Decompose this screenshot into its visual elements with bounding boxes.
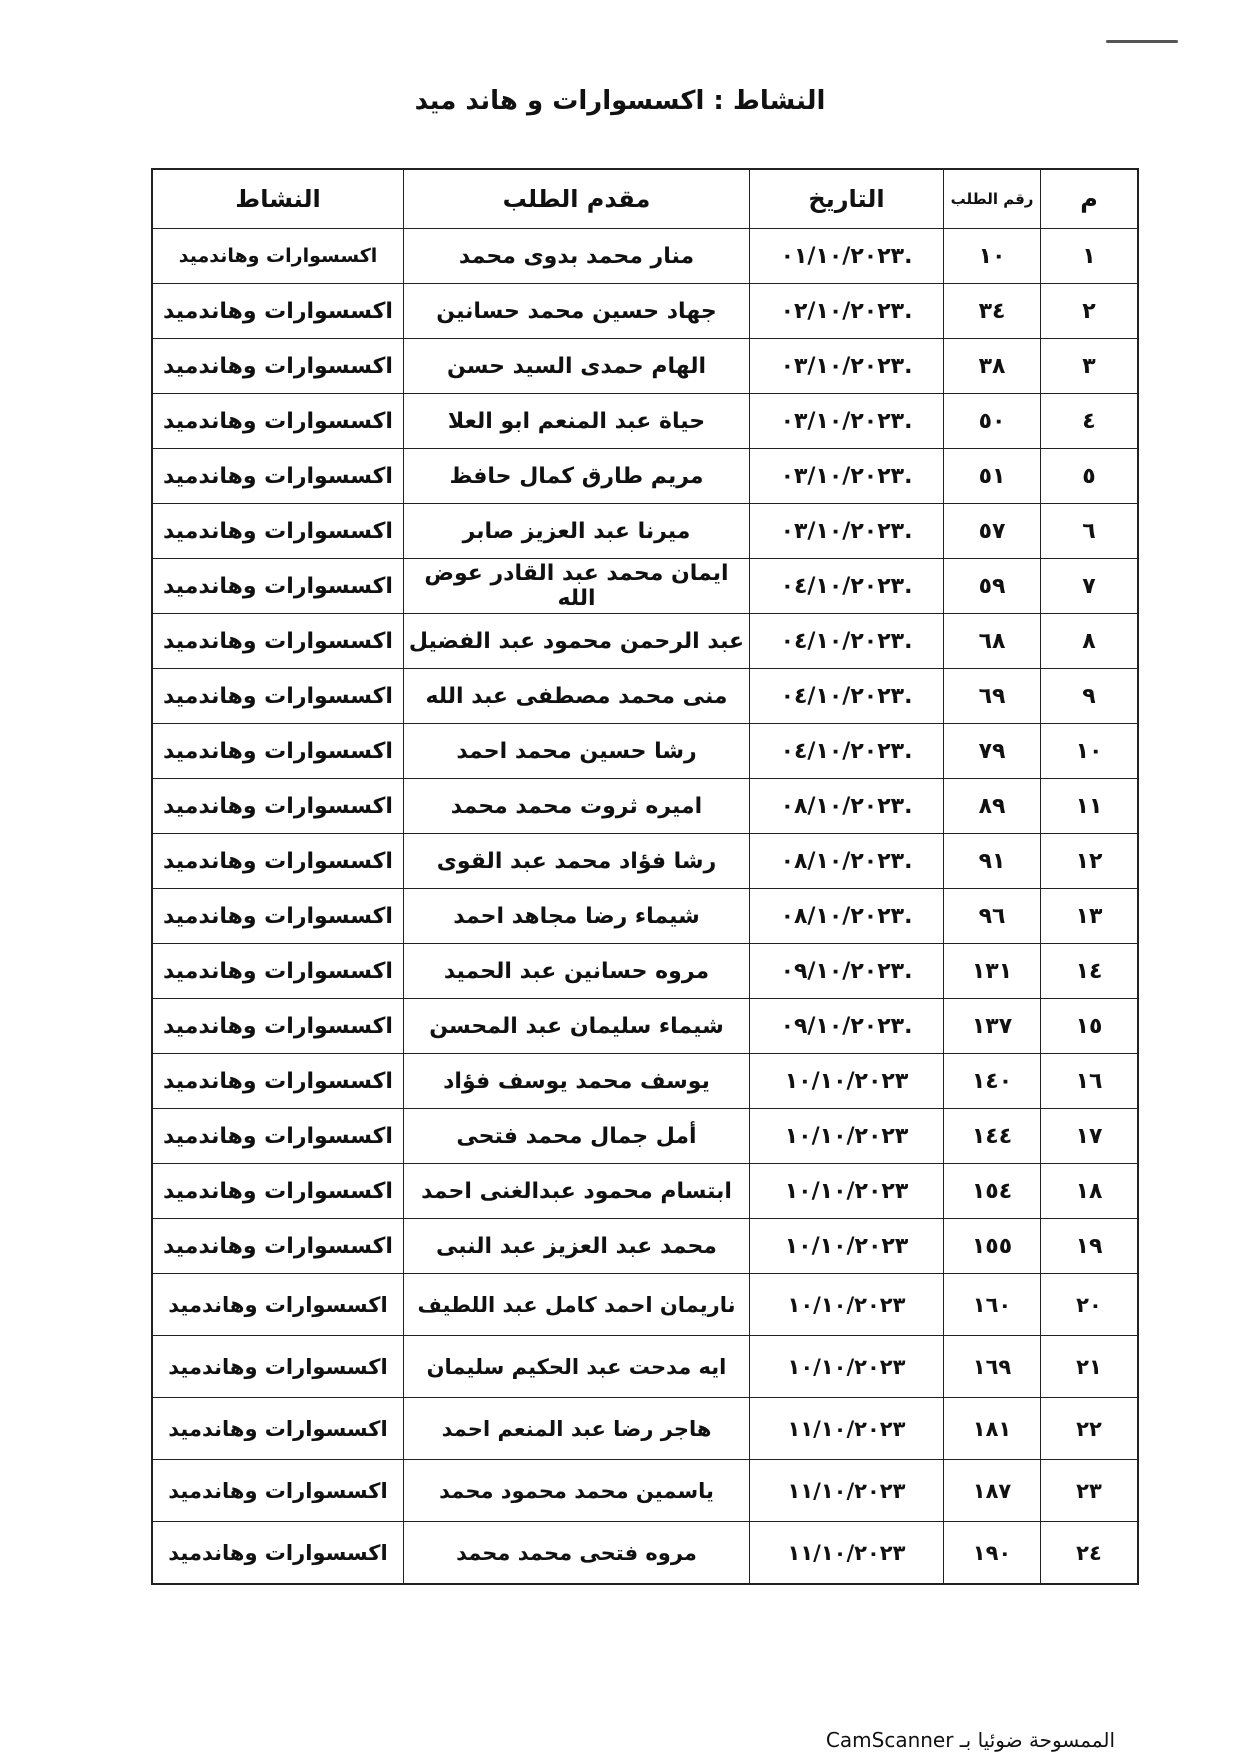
cell-request-no: [944, 559, 1041, 614]
table-row: [152, 889, 1138, 944]
cell-m-text: ١٣: [1075, 903, 1103, 929]
cell-request-no-text: ١٦٩: [972, 1354, 1012, 1379]
cell-activity-text: اكسسوارات وهاندميد: [163, 298, 393, 324]
cell-m-text: ٧: [1082, 573, 1096, 599]
cell-request-no: [944, 1054, 1041, 1109]
cell-activity: [152, 999, 404, 1054]
cell-date-text: ٠٢/١٠/٢٠٢٣.: [780, 298, 913, 324]
cell-date-text: ١١/١٠/٢٠٢٣: [787, 1478, 906, 1503]
table-row: [152, 449, 1138, 504]
table-row: [152, 1336, 1138, 1398]
cell-date-text: ٠٣/١٠/٢٠٢٣.: [780, 408, 913, 434]
cell-request-no-text: ١٨٧: [972, 1478, 1012, 1503]
cell-m: [1041, 1274, 1139, 1336]
cell-m-text: ١٠: [1075, 738, 1103, 764]
cell-applicant-text: الهام حمدى السيد حسن: [446, 353, 707, 379]
cell-activity: [152, 449, 404, 504]
table-row: [152, 504, 1138, 559]
cell-m-text: ١٧: [1075, 1123, 1103, 1149]
cell-request-no-text: ٦٩: [978, 683, 1006, 709]
cell-applicant: [404, 284, 750, 339]
cell-m: [1041, 669, 1139, 724]
cell-m-text: ٢١: [1076, 1354, 1102, 1379]
cell-m-text: ٤: [1082, 408, 1096, 434]
cell-date: [750, 1054, 944, 1109]
cell-date: [750, 394, 944, 449]
cell-activity: [152, 1274, 404, 1336]
cell-m-text: ٨: [1082, 628, 1096, 654]
cell-request-no: [944, 614, 1041, 669]
cell-applicant-text: محمد عبد العزيز عبد النبى: [436, 1233, 717, 1259]
table-row: [152, 339, 1138, 394]
cell-applicant-text: مروه حسانين عبد الحميد: [443, 958, 710, 984]
cell-request-no: [944, 449, 1041, 504]
cell-applicant-text: منار محمد بدوى محمد: [458, 243, 695, 269]
table-row: [152, 1460, 1138, 1522]
cell-activity: [152, 614, 404, 669]
cell-request-no: [944, 504, 1041, 559]
cell-date: [750, 614, 944, 669]
table-row: [152, 1398, 1138, 1460]
cell-applicant: [404, 834, 750, 889]
cell-m: [1041, 1336, 1139, 1398]
cell-request-no: [944, 1460, 1041, 1522]
cell-m: [1041, 1054, 1139, 1109]
cell-applicant-text: رشا فؤاد محمد عبد القوى: [436, 848, 717, 874]
cell-date-text: ٠٨/١٠/٢٠٢٣.: [780, 793, 913, 819]
cell-applicant: [404, 504, 750, 559]
cell-activity-text: اكسسوارات وهاندميد: [168, 1416, 388, 1441]
cell-activity: [152, 889, 404, 944]
cell-applicant-text: منى محمد مصطفى عبد الله: [425, 683, 728, 709]
cell-applicant-text: عبد الرحمن محمود عبد الفضيل: [408, 628, 745, 654]
cell-applicant: [404, 999, 750, 1054]
header-applicant: مقدم الطلب: [404, 169, 750, 229]
cell-request-no-text: ٥٠: [978, 408, 1006, 434]
cell-activity-text: اكسسوارات وهاندميد: [163, 1178, 393, 1204]
cell-request-no: [944, 834, 1041, 889]
cell-date-text: ٠٣/١٠/٢٠٢٣.: [780, 463, 913, 489]
cell-m-text: ٢٠: [1076, 1292, 1102, 1317]
table-row: [152, 1054, 1138, 1109]
cell-date: [750, 834, 944, 889]
cell-m: [1041, 999, 1139, 1054]
table-row: [152, 284, 1138, 339]
cell-request-no-text: ١٨١: [972, 1416, 1012, 1441]
cell-date: [750, 1164, 944, 1219]
header-m: م: [1041, 169, 1139, 229]
cell-date-text: ٠٤/١٠/٢٠٢٣.: [780, 628, 913, 654]
cell-request-no-text: ١٠: [978, 243, 1006, 269]
cell-activity-text: اكسسوارات وهاندميد: [163, 683, 393, 709]
cell-date: [750, 1219, 944, 1274]
cell-applicant: [404, 1398, 750, 1460]
cell-applicant-text: شيماء سليمان عبد المحسن: [429, 1013, 724, 1039]
cell-activity: [152, 944, 404, 999]
cell-request-no: [944, 779, 1041, 834]
cell-applicant: [404, 889, 750, 944]
cell-m: [1041, 1398, 1139, 1460]
cell-applicant-text: ياسمين محمد محمود محمد: [439, 1478, 714, 1503]
cell-applicant: [404, 449, 750, 504]
cell-m: [1041, 339, 1139, 394]
cell-request-no-text: ٦٨: [978, 628, 1006, 654]
cell-request-no-text: ٥٧: [978, 518, 1006, 544]
cell-request-no: [944, 1398, 1041, 1460]
cell-applicant-text: ايه مدحت عبد الحكيم سليمان: [426, 1354, 727, 1379]
cell-request-no-text: ١٣٧: [971, 1013, 1013, 1039]
cell-activity: [152, 394, 404, 449]
cell-date-text: ١١/١٠/٢٠٢٣: [787, 1540, 906, 1565]
cell-applicant: [404, 1219, 750, 1274]
cell-activity-text: اكسسوارات وهاندميد: [163, 628, 393, 654]
cell-request-no-text: ٧٩: [978, 738, 1006, 764]
cell-request-no-text: ١٦٠: [972, 1292, 1012, 1317]
cell-request-no: [944, 1219, 1041, 1274]
cell-date: [750, 1274, 944, 1336]
cell-activity-text: اكسسوارات وهاندميد: [163, 793, 393, 819]
cell-request-no-text: ٣٤: [978, 298, 1006, 324]
cell-date: [750, 724, 944, 779]
cell-activity: [152, 1109, 404, 1164]
cell-date-text: ١٠/١٠/٢٠٢٣: [787, 1292, 906, 1317]
cell-request-no: [944, 284, 1041, 339]
cell-activity-text: اكسسوارات وهاندميد: [178, 245, 378, 267]
cell-m-text: ٣: [1082, 353, 1096, 379]
table-row: [152, 1164, 1138, 1219]
cell-request-no-text: ٩٦: [978, 903, 1006, 929]
cell-m: [1041, 504, 1139, 559]
cell-m-text: ١٢: [1075, 848, 1103, 874]
cell-date-text: ١٠/١٠/٢٠٢٣: [784, 1068, 909, 1094]
table-row: [152, 1274, 1138, 1336]
cell-activity: [152, 284, 404, 339]
cell-m-text: ١١: [1075, 793, 1103, 819]
cell-applicant: [404, 779, 750, 834]
header-request-no: رقم الطلب: [944, 169, 1041, 229]
cell-applicant: [404, 614, 750, 669]
table-row: [152, 559, 1138, 614]
cell-activity-text: اكسسوارات وهاندميد: [163, 1233, 393, 1259]
cell-applicant: [404, 339, 750, 394]
cell-activity-text: اكسسوارات وهاندميد: [168, 1478, 388, 1503]
cell-date-text: ١٠/١٠/٢٠٢٣: [784, 1233, 909, 1259]
table-row: [152, 724, 1138, 779]
cell-date: [750, 559, 944, 614]
cell-activity: [152, 669, 404, 724]
cell-m: [1041, 1109, 1139, 1164]
cell-applicant: [404, 724, 750, 779]
cell-date-text: ١١/١٠/٢٠٢٣: [787, 1416, 906, 1441]
cell-date-text: ٠٤/١٠/٢٠٢٣.: [780, 683, 913, 709]
cell-date-text: ١٠/١٠/٢٠٢٣: [787, 1354, 906, 1379]
cell-date: [750, 504, 944, 559]
cell-request-no-text: ١٥٥: [971, 1233, 1013, 1259]
cell-activity: [152, 834, 404, 889]
cell-m: [1041, 449, 1139, 504]
cell-activity: [152, 1219, 404, 1274]
header-date: التاريخ: [750, 169, 944, 229]
cell-date: [750, 1398, 944, 1460]
cell-request-no-text: ١٥٤: [971, 1178, 1013, 1204]
cell-request-no-text: ٣٨: [978, 353, 1006, 379]
cell-request-no: [944, 1336, 1041, 1398]
cell-applicant-text: شيماء رضا مجاهد احمد: [453, 903, 700, 929]
cell-applicant: [404, 394, 750, 449]
cell-request-no: [944, 339, 1041, 394]
table-row: [152, 779, 1138, 834]
cell-applicant-text: ميرنا عبد العزيز صابر: [462, 518, 691, 544]
cell-applicant: [404, 944, 750, 999]
page-title: النشاط : اكسسوارات و هاند ميد: [414, 86, 826, 116]
cell-activity-text: اكسسوارات وهاندميد: [163, 463, 393, 489]
cell-activity-text: اكسسوارات وهاندميد: [163, 958, 393, 984]
cell-applicant-text: اميره ثروت محمد محمد: [450, 793, 703, 819]
cell-m-text: ١٦: [1075, 1068, 1103, 1094]
cell-date-text: ٠٩/١٠/٢٠٢٣.: [780, 958, 913, 984]
cell-date: [750, 1522, 944, 1585]
cell-request-no: [944, 944, 1041, 999]
cell-m: [1041, 1219, 1139, 1274]
cell-date-text: ٠٤/١٠/٢٠٢٣.: [780, 573, 913, 599]
cell-date-text: ٠٩/١٠/٢٠٢٣.: [780, 1013, 913, 1039]
cell-activity-text: اكسسوارات وهاندميد: [163, 518, 393, 544]
cell-activity-text: اكسسوارات وهاندميد: [168, 1540, 388, 1565]
cell-date-text: ٠٨/١٠/٢٠٢٣.: [780, 848, 913, 874]
cell-m: [1041, 1460, 1139, 1522]
cell-m: [1041, 779, 1139, 834]
cell-activity-text: اكسسوارات وهاندميد: [168, 1354, 388, 1379]
cell-m: [1041, 229, 1139, 284]
cell-date: [750, 669, 944, 724]
table-row: [152, 1522, 1138, 1585]
cell-applicant: [404, 669, 750, 724]
cell-date: [750, 339, 944, 394]
cell-date: [750, 889, 944, 944]
cell-applicant: [404, 229, 750, 284]
cell-applicant-text: هاجر رضا عبد المنعم احمد: [441, 1416, 712, 1441]
table-header-row: [152, 169, 1138, 229]
cell-request-no: [944, 394, 1041, 449]
cell-request-no-text: ١٤٤: [971, 1123, 1013, 1149]
cell-date: [750, 779, 944, 834]
cell-m: [1041, 834, 1139, 889]
cell-applicant: [404, 559, 750, 614]
cell-date-text: ٠٤/١٠/٢٠٢٣.: [780, 738, 913, 764]
cell-applicant-text: مروه فتحى محمد محمد: [456, 1540, 697, 1565]
table-row: [152, 1219, 1138, 1274]
cell-activity-text: اكسسوارات وهاندميد: [163, 573, 393, 599]
cell-activity: [152, 1054, 404, 1109]
camscanner-footer: الممسوحة ضوئيا بـ CamScanner: [825, 1728, 1115, 1752]
table-row: [152, 229, 1138, 284]
cell-m: [1041, 889, 1139, 944]
cell-activity: [152, 1164, 404, 1219]
cell-applicant: [404, 1054, 750, 1109]
cell-m: [1041, 284, 1139, 339]
cell-m-text: ٢٤: [1076, 1540, 1102, 1565]
cell-m-text: ١٨: [1075, 1178, 1103, 1204]
table-row: [152, 669, 1138, 724]
cell-activity-text: اكسسوارات وهاندميد: [163, 903, 393, 929]
cell-date-text: ٠١/١٠/٢٠٢٣.: [780, 243, 913, 269]
cell-request-no-text: ٨٩: [978, 793, 1006, 819]
scan-mark-line: [1106, 40, 1178, 43]
cell-activity: [152, 779, 404, 834]
cell-date-text: ٠٣/١٠/٢٠٢٣.: [780, 353, 913, 379]
cell-m-text: ٢٣: [1076, 1478, 1102, 1503]
cell-request-no: [944, 669, 1041, 724]
cell-date: [750, 944, 944, 999]
cell-date-text: ٠٨/١٠/٢٠٢٣.: [780, 903, 913, 929]
cell-request-no: [944, 1164, 1041, 1219]
table-row: [152, 834, 1138, 889]
cell-date-text: ٠٣/١٠/٢٠٢٣.: [780, 518, 913, 544]
cell-activity-text: اكسسوارات وهاندميد: [163, 1068, 393, 1094]
cell-activity-text: اكسسوارات وهاندميد: [163, 738, 393, 764]
cell-request-no-text: ١٩٠: [972, 1540, 1012, 1565]
cell-m-text: ١: [1082, 243, 1096, 269]
cell-date: [750, 1109, 944, 1164]
cell-request-no-text: ١٤٠: [971, 1068, 1013, 1094]
cell-date-text: ١٠/١٠/٢٠٢٣: [784, 1123, 909, 1149]
cell-m: [1041, 1164, 1139, 1219]
cell-applicant: [404, 1522, 750, 1585]
cell-m-text: ٢: [1082, 298, 1096, 324]
cell-m: [1041, 944, 1139, 999]
cell-m-text: ٦: [1082, 518, 1096, 544]
cell-applicant-text: مريم طارق كمال حافظ: [449, 463, 704, 489]
cell-date: [750, 1460, 944, 1522]
cell-request-no-text: ٥١: [978, 463, 1006, 489]
cell-applicant-text: حياة عبد المنعم ابو العلا: [447, 408, 706, 434]
cell-activity: [152, 339, 404, 394]
cell-applicant-text: ابتسام محمود عبدالغنى احمد: [421, 1178, 732, 1204]
cell-m-text: ٢٢: [1076, 1416, 1102, 1441]
cell-activity: [152, 1460, 404, 1522]
cell-m: [1041, 394, 1139, 449]
cell-applicant-text: ايمان محمد عبد القادر عوض الله: [424, 561, 729, 611]
cell-m: [1041, 1522, 1139, 1585]
cell-date: [750, 284, 944, 339]
cell-activity: [152, 1336, 404, 1398]
cell-applicant: [404, 1336, 750, 1398]
cell-m-text: ١٥: [1075, 1013, 1103, 1039]
cell-activity-text: اكسسوارات وهاندميد: [168, 1292, 388, 1317]
cell-m-text: ١٤: [1075, 958, 1103, 984]
cell-activity-text: اكسسوارات وهاندميد: [163, 353, 393, 379]
table-row: [152, 614, 1138, 669]
cell-applicant-text: جهاد حسين محمد حسانين: [436, 298, 717, 324]
cell-applicant-text: أمل جمال محمد فتحى: [456, 1123, 697, 1149]
table-row: [152, 944, 1138, 999]
cell-activity-text: اكسسوارات وهاندميد: [163, 1013, 393, 1039]
cell-request-no: [944, 999, 1041, 1054]
table-row: [152, 1109, 1138, 1164]
cell-date-text: ١٠/١٠/٢٠٢٣: [784, 1178, 909, 1204]
cell-date: [750, 1336, 944, 1398]
cell-activity: [152, 504, 404, 559]
cell-request-no-text: ١٣١: [971, 958, 1013, 984]
cell-m-text: ١٩: [1075, 1233, 1103, 1259]
cell-activity-text: اكسسوارات وهاندميد: [163, 1123, 393, 1149]
cell-activity: [152, 724, 404, 779]
cell-applicant: [404, 1109, 750, 1164]
cell-applicant: [404, 1164, 750, 1219]
cell-request-no: [944, 1274, 1041, 1336]
cell-applicant: [404, 1274, 750, 1336]
cell-applicant-text: رشا حسين محمد احمد: [456, 738, 697, 764]
cell-request-no: [944, 1522, 1041, 1585]
cell-activity: [152, 229, 404, 284]
cell-activity-text: اكسسوارات وهاندميد: [163, 848, 393, 874]
cell-applicant: [404, 1460, 750, 1522]
header-activity: النشاط: [152, 169, 404, 229]
table-row: [152, 394, 1138, 449]
cell-applicant-text: ناريمان احمد كامل عبد اللطيف: [417, 1292, 736, 1317]
cell-m-text: ٩: [1082, 683, 1096, 709]
cell-request-no: [944, 1109, 1041, 1164]
cell-applicant-text: يوسف محمد يوسف فؤاد: [443, 1068, 710, 1094]
cell-activity: [152, 1398, 404, 1460]
applicants-table: [151, 168, 1139, 1585]
cell-activity-text: اكسسوارات وهاندميد: [163, 408, 393, 434]
cell-request-no-text: ٥٩: [978, 573, 1006, 599]
cell-m: [1041, 559, 1139, 614]
cell-activity: [152, 559, 404, 614]
cell-date: [750, 229, 944, 284]
table-row: [152, 999, 1138, 1054]
cell-m: [1041, 614, 1139, 669]
cell-m-text: ٥: [1082, 463, 1096, 489]
cell-m: [1041, 724, 1139, 779]
cell-date: [750, 999, 944, 1054]
cell-request-no: [944, 724, 1041, 779]
cell-request-no: [944, 889, 1041, 944]
cell-date: [750, 449, 944, 504]
cell-request-no-text: ٩١: [978, 848, 1006, 874]
cell-request-no: [944, 229, 1041, 284]
cell-activity: [152, 1522, 404, 1585]
